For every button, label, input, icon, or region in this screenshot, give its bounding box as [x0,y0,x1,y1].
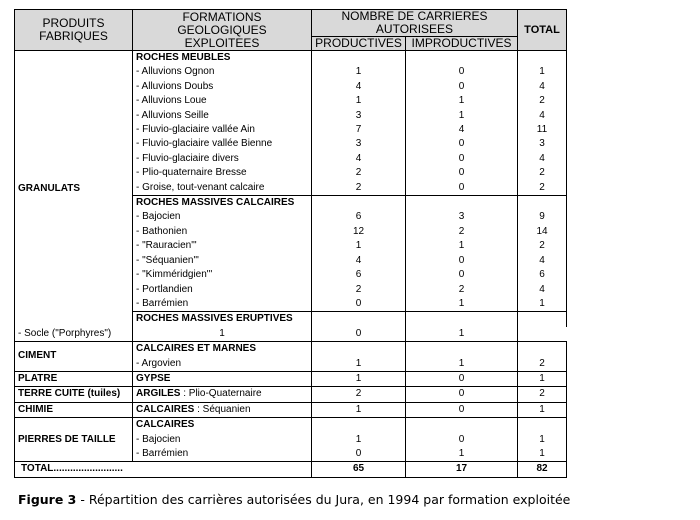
total-row [15,462,567,477]
empty-cell [518,51,567,66]
productive-count: 12 [312,225,406,239]
formation-heading: ARGILES [136,388,181,400]
productive-count: 1 [312,433,406,447]
productive-count: 4 [312,152,406,166]
total-count: 4 [518,109,567,123]
unproductive-count: 0 [406,65,518,79]
formation-cell: - Alluvions Ognon [133,65,312,79]
productive-count: 1 [312,94,406,108]
table-row [15,418,567,433]
empty-cell [312,312,406,327]
unproductive-count: 4 [406,123,518,137]
unproductive-count: 0 [406,254,518,268]
figure-caption [18,492,570,507]
productive-count: 7 [312,123,406,137]
formation-heading: CALCAIRES ET MARNES [133,342,312,357]
header-unproductive: IMPRODUCTIVES [406,37,518,51]
productive-count: 1 [133,327,312,342]
header-count: NOMBRE DE CARRIERES AUTORISEES [312,10,518,37]
formation-cell: - Argovien [133,357,312,372]
unproductive-count: 2 [406,225,518,239]
header-formations: FORMATIONS GEOLOGIQUES EXPLOITEES [133,10,312,51]
formation-cell: - Bajocien [133,433,312,447]
productive-count: 2 [312,181,406,196]
formation-cell: - Plio-quaternaire Bresse [133,166,312,180]
unproductive-count: 2 [406,283,518,297]
formation-detail: : Séquanien [194,403,251,415]
total-count: 1 [406,327,518,342]
total-productive: 65 [312,462,406,477]
formation-cell [133,371,312,386]
header-productive: PRODUCTIVES [312,37,406,51]
header-products: PRODUITS FABRIQUES [15,10,133,51]
total-count: 1 [518,447,567,462]
total-count: 2 [518,166,567,180]
formation-heading: ROCHES MASSIVES ERUPTIVES [133,312,312,327]
formation-cell: - Alluvions Loue [133,94,312,108]
productive-count: 3 [312,137,406,151]
table-body [15,51,567,478]
unproductive-count: 0 [406,402,518,417]
total-count: 2 [518,181,567,196]
empty-cell [518,196,567,211]
productive-count: 4 [312,80,406,94]
formation-heading: ROCHES MEUBLES [133,51,312,66]
formation-cell: - Bathonien [133,225,312,239]
formation-cell: - "Séquanien"' [133,254,312,268]
unproductive-count: 0 [406,152,518,166]
total-count: 1 [518,65,567,79]
total-count: 2 [518,357,567,372]
quarry-table-container [14,9,566,478]
total-count: 3 [518,137,567,151]
table-row [15,402,567,417]
product-cell: CIMENT [15,342,133,372]
total-count: 1 [518,371,567,386]
unproductive-count: 1 [406,297,518,312]
empty-cell [518,418,567,433]
unproductive-count: 3 [406,210,518,224]
unproductive-count: 0 [406,268,518,282]
total-count: 9 [518,210,567,224]
formation-heading: ROCHES MASSIVES CALCAIRES [133,196,312,211]
unproductive-count: 0 [406,181,518,196]
formation-cell: - "Rauracien"' [133,239,312,253]
table-row [15,327,567,342]
total-count: 2 [518,387,567,402]
productive-count: 1 [312,239,406,253]
formation-detail: : Plio-Quaternaire [180,388,262,400]
total-count: 2 [518,94,567,108]
unproductive-count: 0 [406,433,518,447]
table-row [15,51,567,66]
productive-count: 2 [312,387,406,402]
formation-cell: - "Kimméridgien"' [133,268,312,282]
unproductive-count: 0 [312,327,406,342]
formation-cell: - Alluvions Doubs [133,80,312,94]
formation-cell [133,402,312,417]
productive-count: 4 [312,254,406,268]
empty-cell [406,51,518,66]
unproductive-count: 0 [406,137,518,151]
quarry-table [14,9,567,478]
formation-cell: - Fluvio-glaciaire divers [133,152,312,166]
formation-cell: - Barrémien [133,297,312,312]
empty-cell [406,312,518,327]
productive-count: 1 [312,357,406,372]
table-row [15,387,567,402]
total-label: TOTAL......................... [15,462,312,477]
unproductive-count: 1 [406,94,518,108]
total-count: 1 [518,433,567,447]
total-count: 2 [518,239,567,253]
unproductive-count: 0 [406,80,518,94]
formation-heading: CALCAIRES [133,418,312,433]
formation-cell: - Socle ("Porphyres") [15,327,133,342]
unproductive-count: 0 [406,387,518,402]
formation-cell: - Barrémien [133,447,312,462]
formation-cell: - Portlandien [133,283,312,297]
total-count: 1 [518,402,567,417]
empty-cell [312,51,406,66]
table-row [15,342,567,357]
empty-cell [518,312,567,327]
empty-cell [312,196,406,211]
empty-cell [518,342,567,357]
product-cell: TERRE CUITE (tuiles) [15,387,133,402]
total-total: 82 [518,462,567,477]
formation-heading: CALCAIRES [136,403,195,415]
productive-count: 3 [312,109,406,123]
product-cell: CHIMIE [15,402,133,417]
total-count: 4 [518,80,567,94]
productive-count: 0 [312,447,406,462]
empty-cell [406,418,518,433]
unproductive-count: 1 [406,357,518,372]
empty-cell [406,196,518,211]
total-count: 1 [518,297,567,312]
product-cell: PLATRE [15,371,133,386]
productive-count: 2 [312,166,406,180]
product-cell: PIERRES DE TAILLE [15,418,133,462]
productive-count: 6 [312,268,406,282]
productive-count: 2 [312,283,406,297]
formation-cell: - Fluvio-glaciaire vallée Ain [133,123,312,137]
productive-count: 1 [312,371,406,386]
empty-cell [312,342,406,357]
total-count: 4 [518,152,567,166]
empty-cell [406,342,518,357]
total-count: 11 [518,123,567,137]
unproductive-count: 0 [406,166,518,180]
total-count: 14 [518,225,567,239]
total-count: 6 [518,268,567,282]
product-cell: GRANULATS [15,51,133,327]
productive-count: 1 [312,402,406,417]
formation-heading: GYPSE [136,372,171,384]
formation-cell: - Alluvions Seille [133,109,312,123]
productive-count: 6 [312,210,406,224]
unproductive-count: 1 [406,239,518,253]
table-row [15,371,567,386]
formation-cell: - Groise, tout-venant calcaire [133,181,312,196]
total-count: 4 [518,283,567,297]
formation-cell: - Bajocien [133,210,312,224]
total-count: 4 [518,254,567,268]
unproductive-count: 1 [406,447,518,462]
unproductive-count: 1 [406,109,518,123]
header-total: TOTAL [518,10,567,51]
formation-cell [133,387,312,402]
empty-cell [312,418,406,433]
caption-text: - Répartition des carrières autorisées du Jura, en 1994 par formation exploitée [76,492,571,507]
formation-cell: - Fluvio-glaciaire vallée Bienne [133,137,312,151]
productive-count: 1 [312,65,406,79]
total-unproductive: 17 [406,462,518,477]
unproductive-count: 0 [406,371,518,386]
productive-count: 0 [312,297,406,312]
caption-figure-number: Figure 3 [18,492,77,507]
